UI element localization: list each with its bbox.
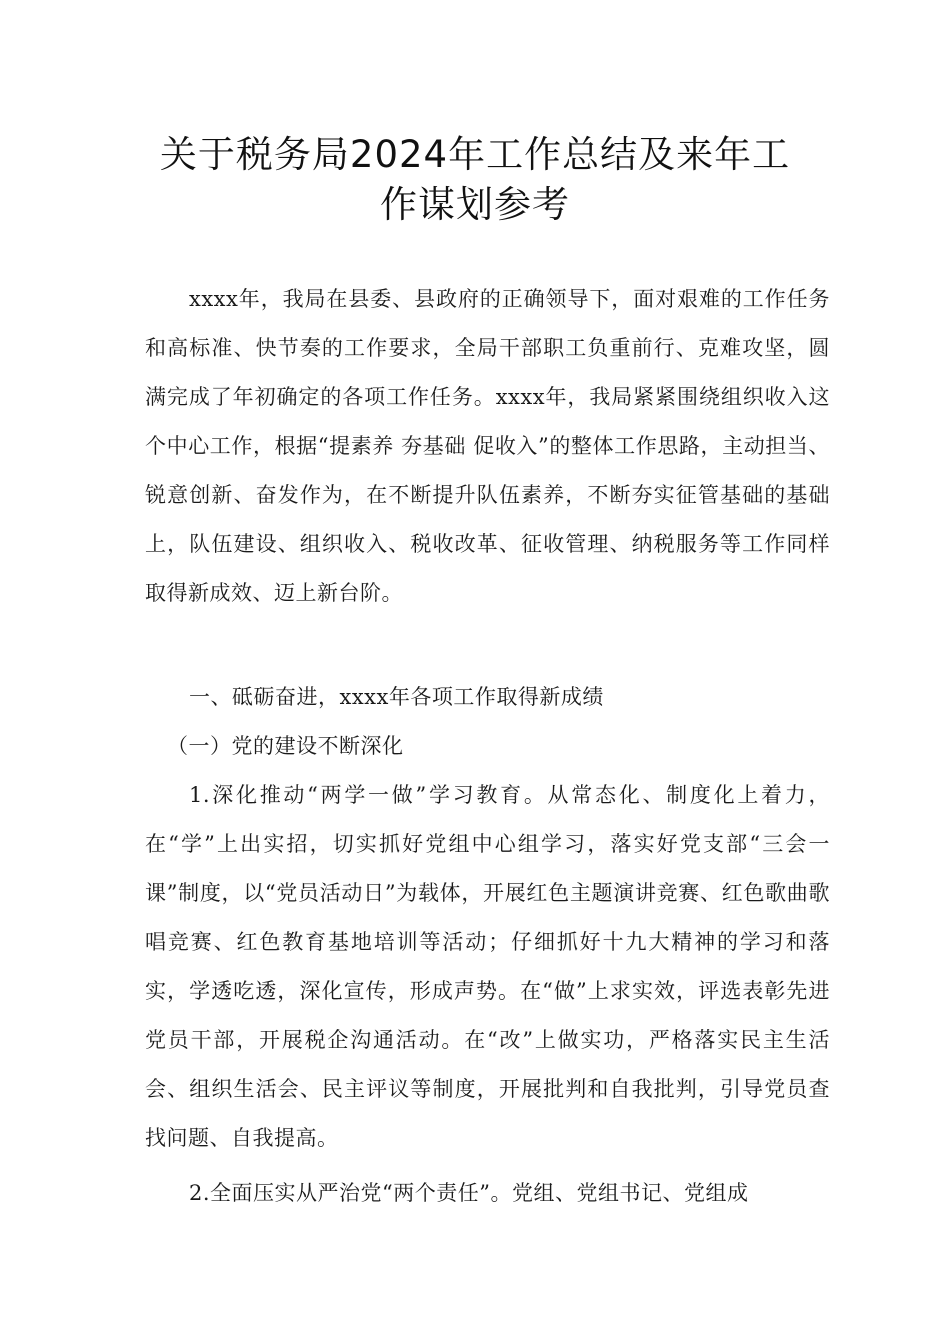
item-2-paragraph: 2.全面压实从严治党“两个责任”。党组、党组书记、党组成 [189, 1181, 749, 1205]
intro-paragraph: xxxx年，我局在县委、县政府的正确领导下，面对艰难的工作任务和高标准、快节奏的工作要求，全局干部职工负重前行、克难攻坚，圆满完成了年初确定的各项工作任务。xxxx年，我局紧紧围绕组织收入这个中心工作，根据“提素养 夯基础 促收入”的整体工作思路，主动担当、锐意创新、奋发作为，在不断提升队伍素养，不断夯实征管基础的基础上，队伍建设、组织收入、税收改革、征收管理、纳税服务等工作同样取得新成效、迈上新台阶。 [145, 287, 830, 605]
item-1-paragraph: 1.深化推动“两学一做”学习教育。从常态化、制度化上着力，在“学”上出实招，切实抓好党组中心组学习，落实好党支部“三会一课”制度，以“党员活动日”为载体，开展红色主题演讲竞赛、红色歌曲歌唱竞赛、红色教育基地培训等活动；仔细抓好十九大精神的学习和落实，学透吃透，深化宣传，形成声势。在“做”上求实效，评选表彰先进党员干部，开展税企沟通活动。在“改”上做实功，严格落实民主生活会、组织生活会、民主评议等制度，开展批判和自我批判，引导党员查找问题、自我提高。 [145, 783, 830, 1150]
subsection-heading: （一）党的建设不断深化 [167, 734, 404, 758]
section-heading: 一、砥砺奋进，xxxx年各项工作取得新成绩 [189, 685, 604, 709]
document-title [120, 130, 830, 230]
title-line-1: 关于税务局2024年工作总结及来年工 [159, 133, 791, 176]
title-line-2: 作谋划参考 [380, 183, 570, 226]
